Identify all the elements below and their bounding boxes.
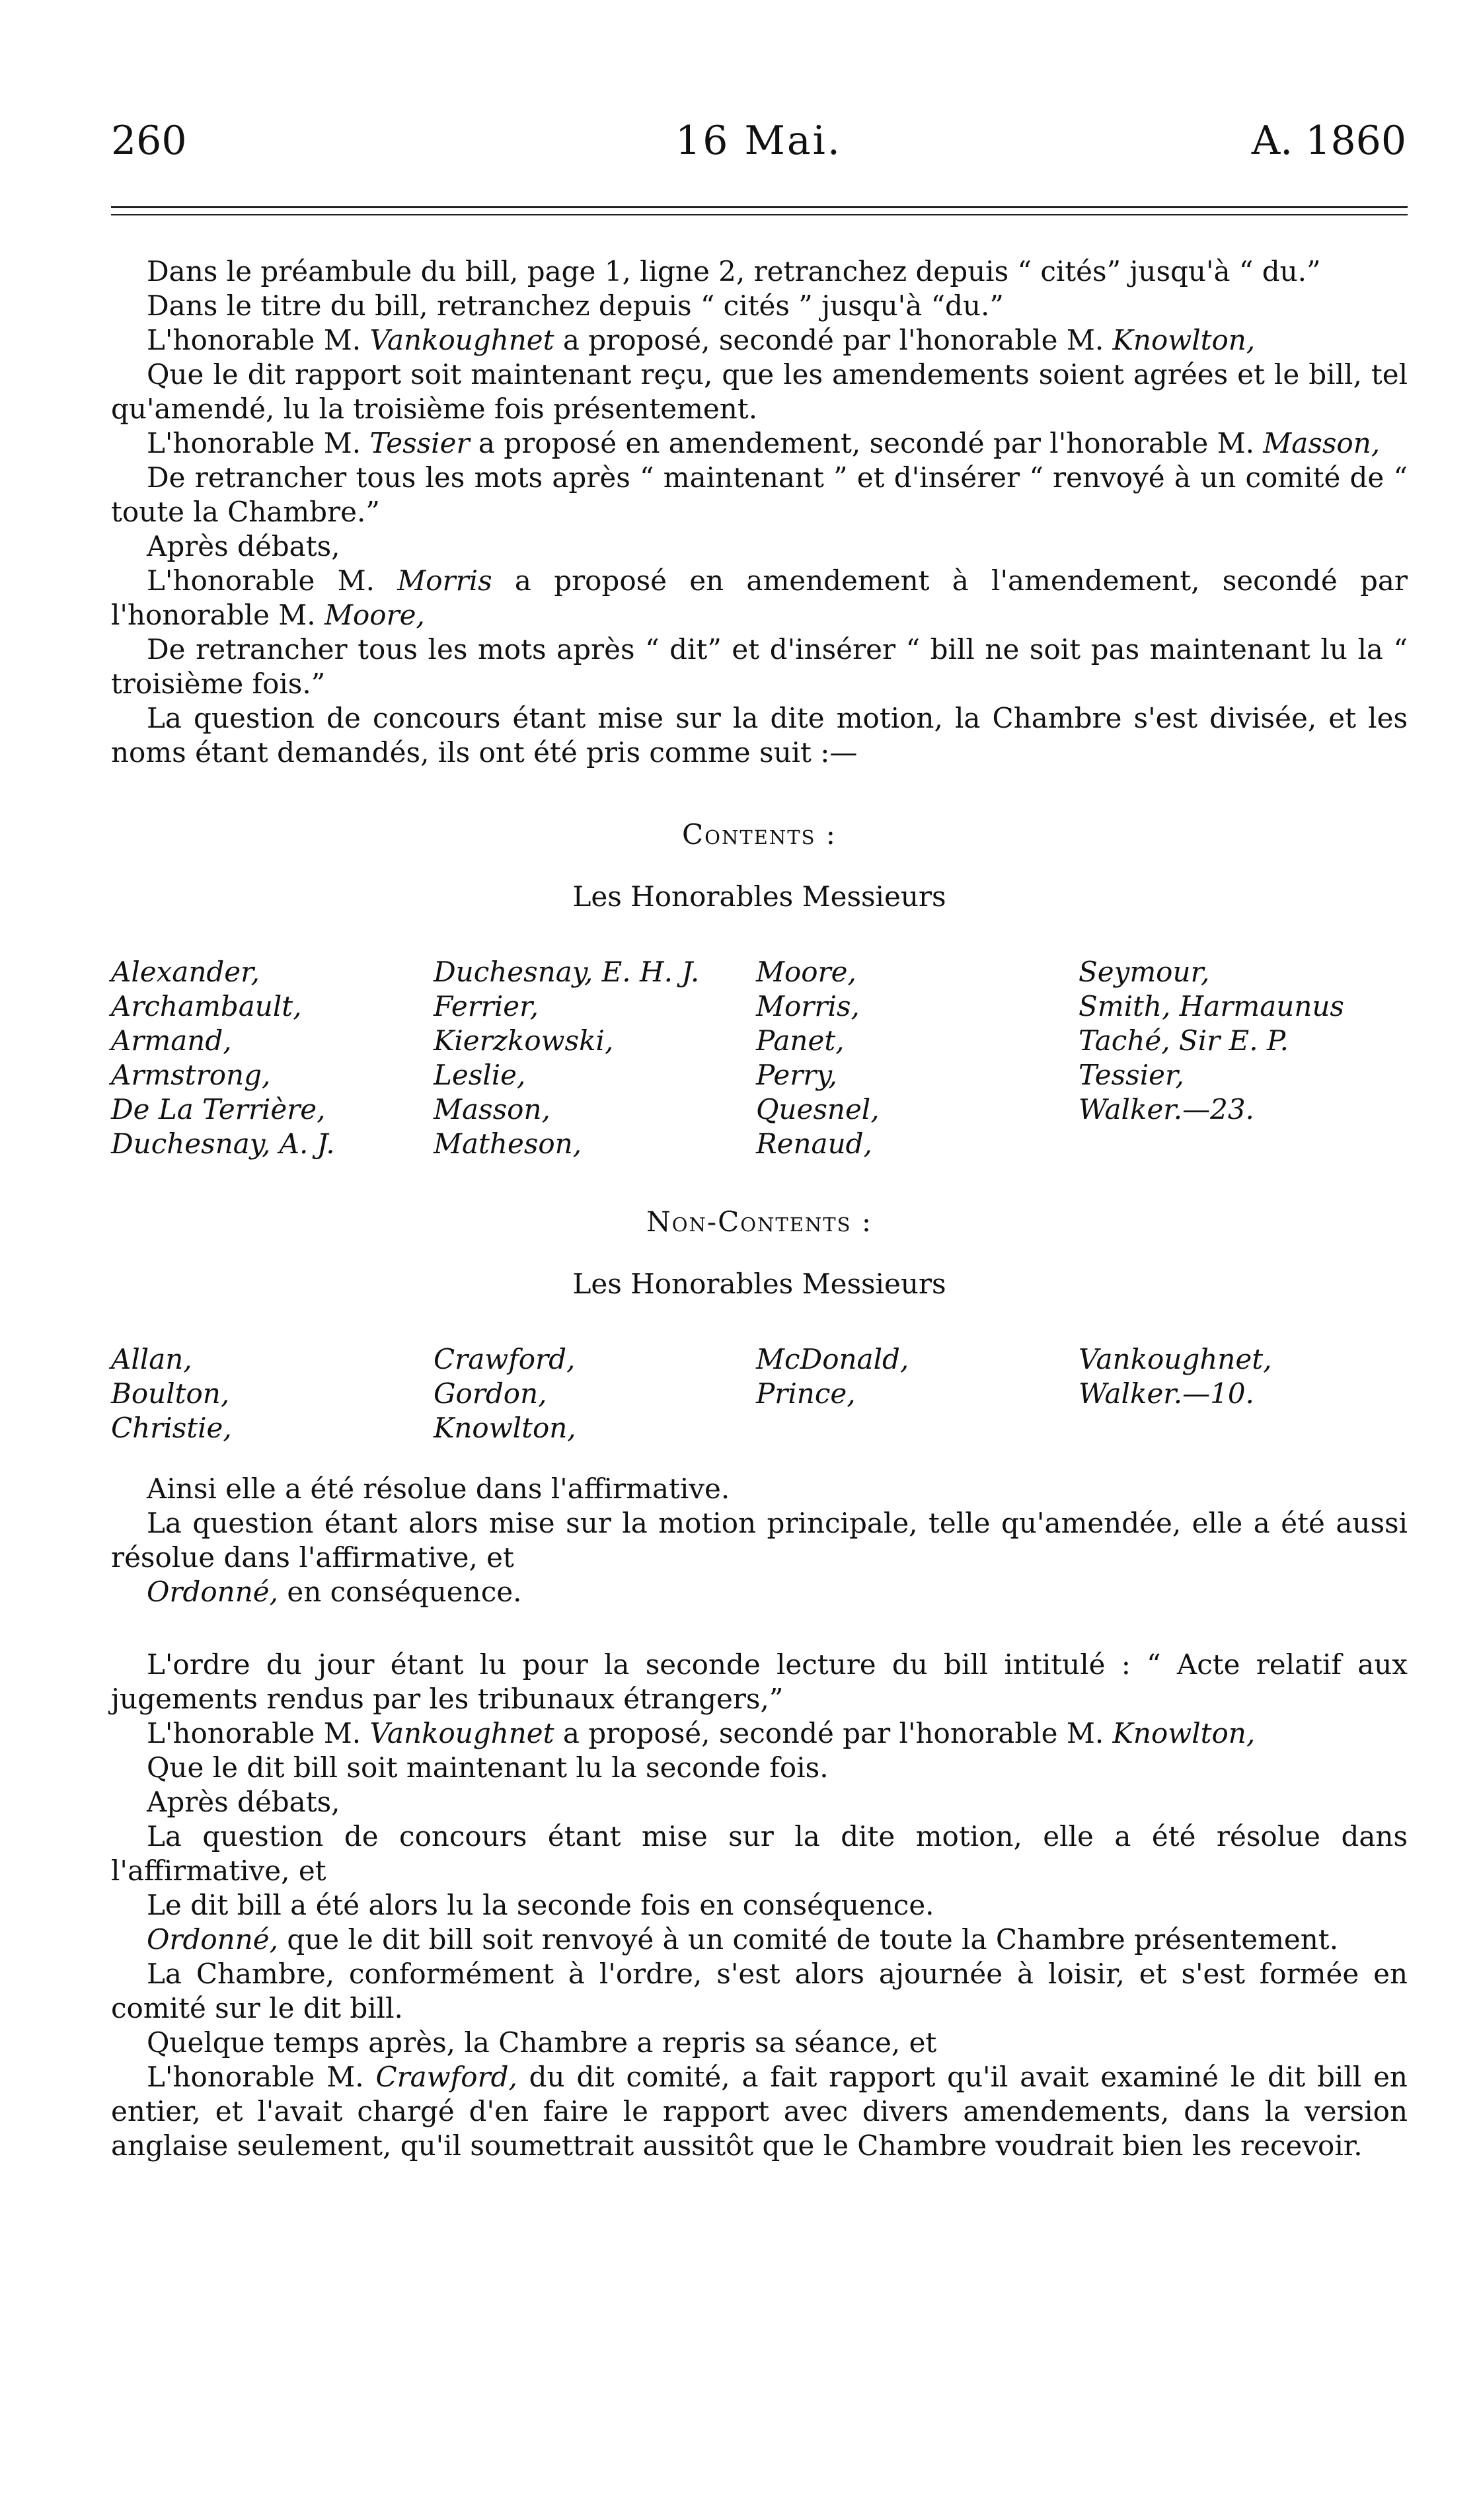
amendment-title: Dans le titre du bill, retranchez depuis “ cités ” jusqu'à “du.”: [147, 289, 1004, 322]
order-of-day: L'ordre du jour étant lu pour la seconde lecture du bill intitulé : “ Acte relatif aux jugements rendus par les tribunaux étrangers,”: [111, 1648, 1408, 1715]
name-cell: Allan,: [111, 1343, 192, 1375]
second-reading-motion: Que le dit bill soit maintenant lu la seconde fois.: [147, 1751, 829, 1784]
read-second-time: Le dit bill a été alors lu la seconde fois en conséquence.: [147, 1889, 934, 1921]
header-date: 16 Mai.: [675, 118, 842, 164]
amendment-text: De retrancher tous les mots après “ maintenant ” et d'insérer “ renvoyé à un comité de “ toute la Chambre.”: [111, 461, 1408, 528]
name-cell: McDonald,: [756, 1343, 909, 1375]
ordered-word: Ordonné,: [147, 1576, 278, 1608]
name-cell: [1079, 1411, 1408, 1445]
ordered-paragraph: Ordonné, en conséquence.: [147, 1576, 522, 1608]
header-year: A. 1860: [1251, 118, 1406, 164]
after-debates: Après débats,: [147, 530, 340, 562]
after-debates-2: Après débats,: [147, 1786, 340, 1818]
mover-name: Vankoughnet: [369, 324, 554, 356]
mover-name: Morris: [397, 564, 492, 597]
name-cell: Renaud,: [756, 1127, 872, 1160]
name-cell: Tessier,: [1079, 1059, 1184, 1091]
amendment-paragraph: L'honorable M. Tessier a proposé en amendement, secondé par l'honorable M. Masson,: [147, 427, 1381, 459]
ordered-paragraph-2: Ordonné, que le dit bill soit renvoyé à un comité de toute la Chambre présentement.: [147, 1923, 1339, 1956]
name-cell: Perry,: [756, 1059, 837, 1091]
seconder-name: Moore,: [324, 599, 425, 631]
name-cell: Armstrong,: [111, 1059, 271, 1091]
name-cell: Masson,: [434, 1093, 550, 1126]
name-cell: Ferrier,: [434, 990, 539, 1022]
reporter-name: Crawford,: [375, 2061, 517, 2093]
name-cell: Panet,: [756, 1024, 845, 1057]
noncontents-subheading: Les Honorables Messieurs: [572, 1268, 946, 1300]
name-cell: Crawford,: [434, 1343, 576, 1375]
name-cell: Archambault,: [111, 990, 302, 1022]
name-cell: De La Terrière,: [111, 1093, 326, 1126]
name-cell: Prince,: [756, 1377, 856, 1410]
name-cell: Knowlton,: [434, 1412, 576, 1444]
name-cell: Walker.—23.: [1079, 1093, 1254, 1126]
name-cell: Armand,: [111, 1024, 232, 1057]
name-cell: Duchesnay, E. H. J.: [434, 956, 700, 988]
noncontents-heading: Non-Contents :: [646, 1205, 872, 1238]
motion-paragraph: L'honorable M. Vankoughnet a proposé, secondé par l'honorable M. Knowlton,: [147, 324, 1256, 356]
contents-names: [111, 955, 1408, 1161]
sub-amendment-paragraph: L'honorable M. Morris a proposé en amendement à l'amendement, secondé par l'honorable M. Moore,: [111, 564, 1408, 631]
committee-paragraph: La Chambre, conformément à l'ordre, s'est alors ajournée à loisir, et s'est formée en comité sur le dit bill.: [111, 1958, 1408, 2024]
name-cell: Boulton,: [111, 1377, 230, 1410]
page-number: 260: [111, 118, 187, 164]
name-cell: [756, 1411, 1079, 1445]
main-motion-result: La question étant alors mise sur la motion principale, telle qu'amendée, elle a été aussi résolue dans l'affirmative, et: [111, 1507, 1408, 1574]
report-paragraph: L'honorable M. Crawford, du dit comité, a fait rapport qu'il avait examiné le dit bill en entier, et l'avait chargé d'en faire le rapport avec divers amendements, dans la version anglaise seulement, qu'il soumettrait aussitôt que le Chambre voudrait bien les recevoir.: [111, 2061, 1408, 2162]
document-body: [111, 254, 1408, 2163]
contents-heading: Contents :: [682, 818, 837, 851]
seconder-name: Masson,: [1263, 427, 1381, 459]
name-cell: Matheson,: [434, 1127, 582, 1160]
sub-amendment-text: De retrancher tous les mots après “ dit” et d'insérer “ bill ne soit pas maintenant lu la “ troisième fois.”: [111, 633, 1408, 700]
motion-text: Que le dit rapport soit maintenant reçu, que les amendements soient agrées et le bill, tel qu'amendé, lu la troisième fois présentement.: [111, 358, 1408, 425]
name-cell: Leslie,: [434, 1059, 526, 1091]
mover-name: Vankoughnet: [369, 1717, 554, 1749]
name-cell: [1079, 1127, 1408, 1161]
noncontents-names: [111, 1342, 1408, 1445]
name-cell: Seymour,: [1079, 956, 1210, 988]
seconder-name: Knowlton,: [1112, 1717, 1256, 1749]
ordered-word: Ordonné,: [147, 1923, 278, 1956]
name-cell: Vankoughnet,: [1079, 1343, 1272, 1375]
contents-subheading: Les Honorables Messieurs: [572, 880, 946, 913]
motion-paragraph-2: L'honorable M. Vankoughnet a proposé, secondé par l'honorable M. Knowlton,: [147, 1717, 1256, 1749]
header-rule-bottom: [111, 214, 1408, 215]
name-cell: Taché, Sir E. P.: [1079, 1024, 1289, 1057]
result-paragraph: Ainsi elle a été résolue dans l'affirmative.: [147, 1472, 730, 1505]
name-cell: Moore,: [756, 956, 856, 988]
page-header: [111, 118, 1406, 177]
name-cell: Gordon,: [434, 1377, 547, 1410]
name-cell: Duchesnay, A. J.: [111, 1127, 335, 1160]
resolved-paragraph: La question de concours étant mise sur la dite motion, elle a été résolue dans l'affirmative, et: [111, 1820, 1408, 1887]
name-cell: Christie,: [111, 1412, 232, 1444]
mover-name: Tessier: [369, 427, 470, 459]
amendment-preamble: Dans le préambule du bill, page 1, ligne 2, retranchez depuis “ cités” jusqu'à “ du.”: [147, 255, 1321, 287]
name-cell: Smith, Harmaunus: [1079, 990, 1344, 1022]
name-cell: Quesnel,: [756, 1093, 880, 1126]
name-cell: Morris,: [756, 990, 860, 1022]
header-rule-top: [111, 206, 1408, 208]
seconder-name: Knowlton,: [1112, 324, 1256, 356]
name-cell: Walker.—10.: [1079, 1377, 1254, 1410]
resumed-paragraph: Quelque temps après, la Chambre a repris sa séance, et: [147, 2026, 937, 2059]
name-cell: Alexander,: [111, 956, 260, 988]
division-paragraph: La question de concours étant mise sur la dite motion, la Chambre s'est divisée, et les noms étant demandés, ils ont été pris comme suit :—: [111, 702, 1408, 769]
name-cell: Kierzkowski,: [434, 1024, 614, 1057]
